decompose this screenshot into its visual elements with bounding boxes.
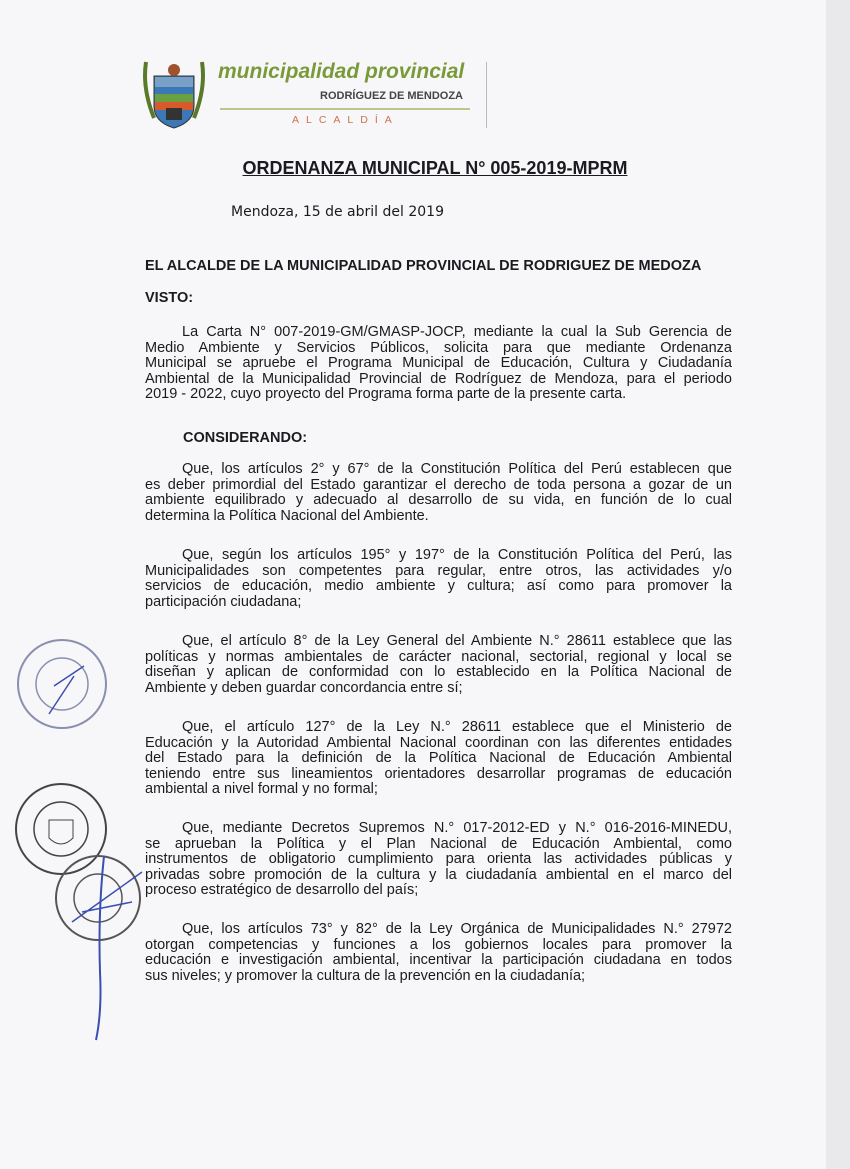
paragraph-line: instrumentos de obligatorio cumplimiento para orienta las actividades públicas y: [145, 851, 732, 868]
document-date: Mendoza, 15 de abril del 2019: [231, 204, 444, 220]
paragraph: [145, 462, 732, 524]
paragraph-line: Que, los artículos 2° y 67° de la Constitución Política del Perú establecen que: [182, 461, 732, 477]
paragraph-line: participación ciudadana;: [145, 593, 302, 610]
paragraph-line: Ambiental de la Municipalidad Provincial de Rodríguez de Mendoza, para el periodo: [145, 370, 732, 387]
paragraph-line: otorgan competencias y funciones a los gobiernos locales para promover la: [145, 936, 732, 953]
paragraph-line: Medio Ambiente y Servicios Públicos, solicita para que mediante Ordenanza: [145, 339, 732, 356]
paragraph-line: proceso estratégico de desarrollo del país;: [145, 882, 419, 899]
paragraph-line: políticas y normas ambientales de carácter nacional, sectorial, regional y local se: [145, 648, 732, 665]
paragraph-line: Municipal se apruebe el Programa Municipal de Educación, Cultura y Ciudadanía: [145, 355, 732, 372]
paragraph-line: ambiente equilibrado y adecuado al desarrollo de su vida, en función de lo cual: [145, 492, 732, 509]
paragraph-line: Que, el artículo 127° de la Ley N.° 28611 establece que el Ministerio de: [182, 719, 732, 735]
brand-subtitle: RODRÍGUEZ DE MENDOZA: [320, 90, 463, 102]
alcaldia-stamp: [14, 636, 110, 732]
paragraph-line: sus niveles; y promover la cultura de la prevención en la ciudadanía;: [145, 967, 586, 984]
paragraph-line: educación e investigación ambiental, incentivar la participación ciudadana en todos: [145, 952, 732, 969]
addressee: EL ALCALDE DE LA MUNICIPALIDAD PROVINCIAL DE RODRIGUEZ DE MEDOZA: [145, 258, 702, 274]
brand-name: municipalidad provincial: [218, 60, 465, 83]
document-title: ORDENANZA MUNICIPAL N° 005-2019-MPRM: [242, 158, 628, 178]
paragraph-line: ambiental a nivel formal y no formal;: [145, 781, 378, 798]
paragraph-line: Que, mediante Decretos Supremos N.° 017-2012-ED y N.° 016-2016-MINEDU,: [182, 820, 732, 836]
paragraph-line: es deber primordial del Estado garantizar el derecho de toda persona a gozar de un: [145, 476, 732, 493]
paragraph-line: Educación y la Autoridad Ambiental Nacional coordinan con las diferentes entidades: [145, 734, 732, 751]
paragraph-line: Que, el artículo 8° de la Ley General del Ambiente N.° 28611 establece que las: [182, 633, 732, 649]
coat-of-arms-logo: [140, 58, 208, 130]
paragraph-line: del Estado para la definición de la Política Nacional de Educación Ambiental: [145, 750, 732, 767]
paragraph: [145, 720, 732, 798]
paragraph-line: Municipalidades son competentes para regular, entre otros, las actividades y/o: [145, 562, 732, 579]
paragraph-line: servicios de educación, medio ambiente y cultura; así como para promover la: [145, 578, 732, 595]
letterhead-rule: [220, 108, 470, 110]
paragraph-line: Que, los artículos 73° y 82° de la Ley Orgánica de Municipalidades N.° 27972: [182, 921, 732, 937]
paragraph-line: 2019 - 2022, cuyo proyecto del Programa forma parte de la presente carta.: [145, 386, 627, 403]
paragraph: [145, 634, 732, 696]
paragraph: [145, 821, 732, 899]
paragraph-line: Ambiente y deben guardar concordancia entre sí;: [145, 679, 463, 696]
visto-heading: VISTO:: [145, 290, 194, 306]
considerando-heading: CONSIDERANDO:: [183, 430, 308, 446]
paragraph: [145, 325, 732, 403]
paragraph: [145, 548, 732, 610]
paragraph-line: teniendo entre sus lineamientos orientadores desarrollar programas de educación: [145, 765, 732, 782]
paragraph-line: privadas sobre promoción de la cultura y la ciudadanía ambiental en el marco del: [145, 866, 732, 883]
paragraph-line: diseñan y aplican de conformidad con lo establecido en la Política Nacional de: [145, 664, 732, 681]
letterhead-divider: [486, 62, 487, 128]
paragraph-line: determina la Política Nacional del Ambiente.: [145, 507, 429, 524]
office-label: ALCALDÍA: [292, 114, 399, 126]
paragraph-line: La Carta N° 007-2019-GM/GMASP-JOCP, mediante la cual la Sub Gerencia de: [182, 324, 732, 340]
paragraph: [145, 922, 732, 984]
paragraph-line: Que, según los artículos 195° y 197° de la Constitución Política del Perú, las: [182, 547, 732, 563]
paragraph-line: se aprueban la Política y el Plan Nacional de Educación Ambiental, como: [145, 835, 732, 852]
stamp-with-signature: [52, 852, 152, 1042]
